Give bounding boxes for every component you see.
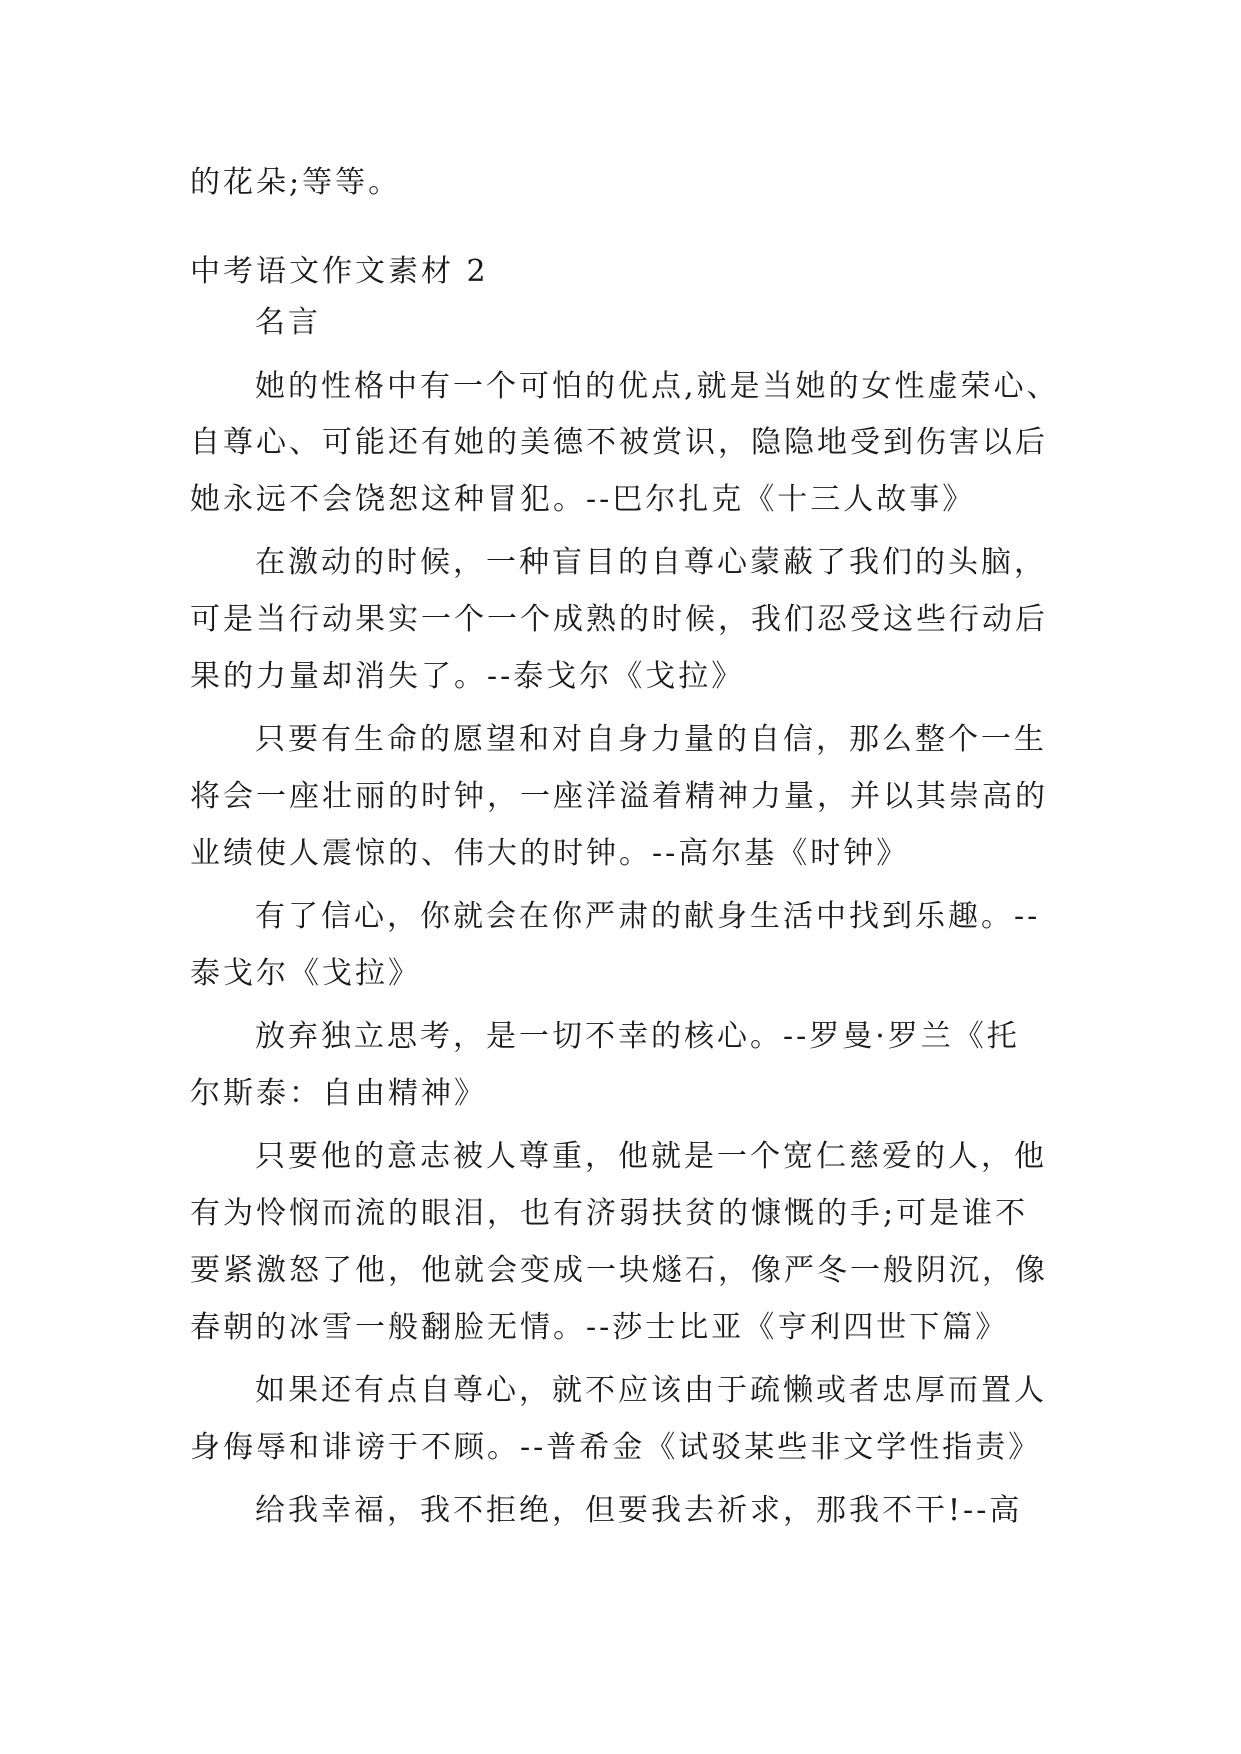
text-line: 自尊心、可能还有她的美德不被赏识，隐隐地受到伤害以后: [190, 425, 1048, 460]
text-line: 只要有生命的愿望和对自身力量的自信，那么整个一生: [255, 722, 1047, 757]
text-line: 她的性格中有一个可怕的优点,就是当她的女性虚荣心、: [255, 369, 1060, 404]
text-line: 在激动的时候，一种盲目的自尊心蒙蔽了我们的头脑，: [255, 545, 1047, 580]
subheading: 名言: [255, 305, 321, 340]
text-line: 有为怜悯而流的眼泪，也有济弱扶贫的慷慨的手;可是谁不: [190, 1196, 1029, 1231]
text-line: 业绩使人震惊的、伟大的时钟。--高尔基《时钟》: [190, 836, 910, 871]
text-line: 只要他的意志被人尊重，他就是一个宽仁慈爱的人，他: [255, 1139, 1047, 1174]
text-line: 果的力量却消失了。--泰戈尔《戈拉》: [190, 659, 745, 694]
text-line: 放弃独立思考，是一切不幸的核心。--罗曼·罗兰《托: [255, 1019, 1020, 1054]
text-line: 可是当行动果实一个一个成熟的时候，我们忍受这些行动后: [190, 602, 1048, 637]
text-line: 有了信心，你就会在你严肃的献身生活中找到乐趣。--: [255, 899, 1041, 934]
text-line: 要紧激怒了他，他就会变成一块燧石，像严冬一般阴沉，像: [190, 1253, 1048, 1288]
text-line: 她永远不会饶恕这种冒犯。--巴尔扎克《十三人故事》: [190, 482, 976, 517]
text-line: 春朝的冰雪一般翻脸无情。--莎士比亚《亨利四世下篇》: [190, 1310, 1009, 1345]
text-line: 将会一座壮丽的时钟，一座洋溢着精神力量，并以其崇高的: [190, 779, 1048, 814]
text-line: 给我幸福，我不拒绝，但要我去祈求，那我不干!--高: [255, 1493, 1023, 1528]
text-line: 尔斯泰：自由精神》: [190, 1076, 487, 1111]
text-line: 的花朵;等等。: [190, 165, 402, 200]
section-heading: 中考语文作文素材 2: [190, 254, 489, 289]
text-line: 如果还有点自尊心，就不应该由于疏懒或者忠厚而置人: [255, 1373, 1047, 1408]
text-line: 身侮辱和诽谤于不顾。--普希金《试驳某些非文学性指责》: [190, 1430, 1042, 1465]
text-line: 泰戈尔《戈拉》: [190, 956, 421, 991]
